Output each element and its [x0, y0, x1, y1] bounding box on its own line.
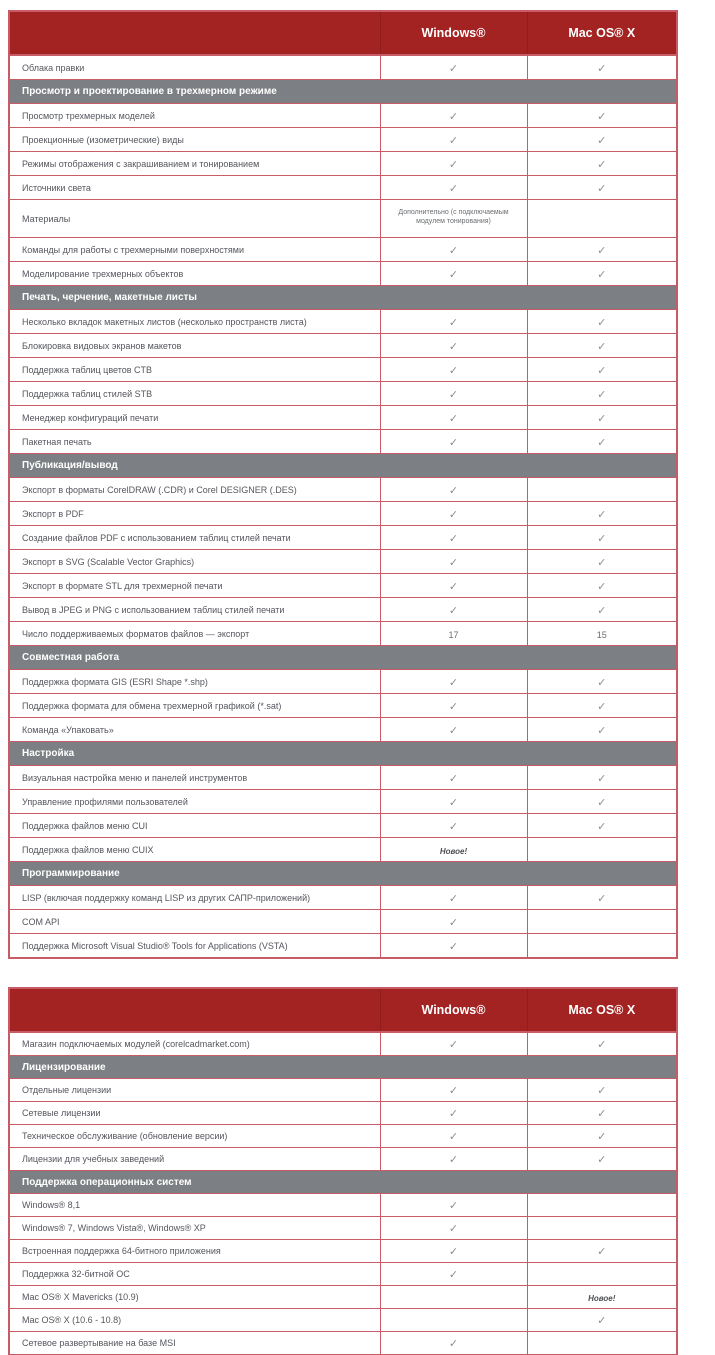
section-title: Публикация/вывод — [9, 454, 677, 478]
windows-value-cell — [380, 838, 527, 862]
column-header-windows: Windows® — [380, 988, 527, 1032]
macosx-value-cell — [527, 526, 677, 550]
feature-row — [9, 574, 677, 598]
windows-value-cell — [380, 718, 527, 742]
feature-label: Сетевое развертывание на базе MSI — [9, 1332, 380, 1355]
checkmark-icon: ✓ — [448, 580, 459, 593]
checkmark-icon: ✓ — [448, 772, 459, 785]
checkmark-icon: ✓ — [448, 916, 459, 929]
feature-row — [9, 622, 677, 646]
macosx-value-cell — [527, 574, 677, 598]
feature-row — [9, 1309, 677, 1332]
windows-value-cell — [380, 1194, 527, 1217]
windows-value-cell — [380, 1102, 527, 1125]
section-title: Просмотр и проектирование в трехмерном режиме — [9, 80, 677, 104]
feature-comparison-table-licensing — [8, 987, 678, 1355]
feature-row — [9, 262, 677, 286]
windows-value-cell — [380, 1079, 527, 1102]
table-header-row — [9, 11, 677, 55]
checkmark-icon: ✓ — [448, 436, 459, 449]
feature-label: Поддержка файлов меню CUI — [9, 814, 380, 838]
feature-row — [9, 1194, 677, 1217]
checkmark-icon: ✓ — [597, 1315, 607, 1327]
windows-value-cell — [380, 574, 527, 598]
windows-value-cell — [380, 262, 527, 286]
section-header-row — [9, 1056, 677, 1079]
checkmark-icon: ✓ — [597, 1154, 607, 1166]
feature-row — [9, 694, 677, 718]
checkmark-icon: ✓ — [597, 532, 607, 545]
checkmark-icon: ✓ — [448, 940, 459, 953]
macosx-value-cell — [527, 550, 677, 574]
windows-value-cell — [380, 886, 527, 910]
feature-row — [9, 718, 677, 742]
checkmark-icon: ✓ — [597, 676, 607, 689]
feature-row — [9, 886, 677, 910]
macosx-value-cell — [527, 790, 677, 814]
new-badge: Новое! — [588, 1294, 616, 1303]
table-header-row — [9, 988, 677, 1032]
checkmark-icon: ✓ — [597, 1131, 607, 1143]
checkmark-icon: ✓ — [448, 796, 459, 809]
feature-row — [9, 238, 677, 262]
feature-label: Несколько вкладок макетных листов (несколько пространств листа) — [9, 310, 380, 334]
checkmark-icon: ✓ — [597, 182, 607, 195]
checkmark-icon: ✓ — [448, 388, 459, 401]
feature-label: Лицензии для учебных заведений — [9, 1148, 380, 1171]
feature-label: Экспорт в форматы CorelDRAW (.CDR) и Corel DESIGNER (.DES) — [9, 478, 380, 502]
new-badge: Новое! — [439, 846, 468, 856]
checkmark-icon: ✓ — [448, 484, 459, 497]
feature-label: Пакетная печать — [9, 430, 380, 454]
windows-value-cell — [380, 1148, 527, 1171]
checkmark-icon: ✓ — [597, 1039, 607, 1051]
checkmark-icon: ✓ — [448, 62, 459, 75]
checkmark-icon: ✓ — [597, 772, 607, 785]
feature-label: Поддержка 32-битной ОС — [9, 1263, 380, 1286]
feature-label: Windows® 8,1 — [9, 1194, 380, 1217]
checkmark-icon: ✓ — [448, 412, 459, 425]
feature-row — [9, 1286, 677, 1309]
checkmark-icon: ✓ — [448, 1085, 459, 1097]
section-header-row — [9, 80, 677, 104]
macosx-value-cell — [527, 670, 677, 694]
windows-value-cell — [380, 104, 527, 128]
checkmark-icon: ✓ — [597, 268, 607, 281]
macosx-value-cell — [527, 838, 677, 862]
feature-label: Mac OS® X Mavericks (10.9) — [9, 1286, 380, 1309]
value-text: 15 — [596, 629, 607, 640]
feature-row — [9, 430, 677, 454]
section-title: Программирование — [9, 862, 677, 886]
windows-value-cell — [380, 910, 527, 934]
macosx-value-cell — [527, 334, 677, 358]
macosx-value-cell — [527, 1032, 677, 1056]
feature-row — [9, 910, 677, 934]
macosx-value-cell — [527, 104, 677, 128]
feature-label: Блокировка видовых экранов макетов — [9, 334, 380, 358]
feature-row — [9, 310, 677, 334]
feature-label: Источники света — [9, 176, 380, 200]
macosx-value-cell — [527, 766, 677, 790]
windows-value-cell — [380, 1125, 527, 1148]
checkmark-icon: ✓ — [597, 412, 607, 425]
feature-label: Экспорт в формате STL для трехмерной печати — [9, 574, 380, 598]
windows-value-cell — [380, 1217, 527, 1240]
checkmark-icon: ✓ — [448, 364, 459, 377]
feature-label: Управление профилями пользователей — [9, 790, 380, 814]
checkmark-icon: ✓ — [597, 508, 607, 521]
windows-value-cell — [380, 934, 527, 959]
section-title: Лицензирование — [9, 1056, 677, 1079]
feature-row — [9, 814, 677, 838]
feature-label: Mac OS® X (10.6 - 10.8) — [9, 1309, 380, 1332]
section-title: Настройка — [9, 742, 677, 766]
feature-label: Вывод в JPEG и PNG с использованием таблиц стилей печати — [9, 598, 380, 622]
feature-row — [9, 1332, 677, 1355]
windows-value-cell — [380, 766, 527, 790]
section-header-row — [9, 454, 677, 478]
feature-row — [9, 334, 677, 358]
checkmark-icon: ✓ — [448, 676, 459, 689]
checkmark-icon: ✓ — [597, 110, 607, 123]
feature-row — [9, 358, 677, 382]
windows-value-cell — [380, 1309, 527, 1332]
checkmark-icon: ✓ — [448, 1131, 459, 1143]
section-header-row — [9, 646, 677, 670]
windows-value-cell — [380, 152, 527, 176]
feature-label: Менеджер конфигураций печати — [9, 406, 380, 430]
windows-value-cell — [380, 526, 527, 550]
checkmark-icon: ✓ — [597, 62, 607, 75]
feature-label: Техническое обслуживание (обновление версии) — [9, 1125, 380, 1148]
feature-row — [9, 790, 677, 814]
macosx-value-cell — [527, 238, 677, 262]
feature-label: Экспорт в PDF — [9, 502, 380, 526]
windows-value-cell — [380, 790, 527, 814]
windows-value-cell — [380, 128, 527, 152]
macosx-value-cell — [527, 1332, 677, 1355]
macosx-value-cell — [527, 598, 677, 622]
macosx-value-cell — [527, 430, 677, 454]
macosx-value-cell — [527, 200, 677, 238]
windows-value-cell — [380, 310, 527, 334]
windows-value-cell — [380, 550, 527, 574]
windows-value-cell — [380, 430, 527, 454]
windows-value-cell — [380, 1032, 527, 1056]
feature-label: Windows® 7, Windows Vista®, Windows® XP — [9, 1217, 380, 1240]
macosx-value-cell — [527, 55, 677, 80]
checkmark-icon: ✓ — [448, 134, 459, 147]
macosx-value-cell — [527, 358, 677, 382]
feature-label: Просмотр трехмерных моделей — [9, 104, 380, 128]
checkmark-icon: ✓ — [448, 1108, 459, 1120]
feature-row — [9, 598, 677, 622]
column-header-macosx: Mac OS® X — [527, 988, 677, 1032]
feature-row — [9, 766, 677, 790]
checkmark-icon: ✓ — [448, 340, 459, 353]
macosx-value-cell — [527, 910, 677, 934]
feature-row — [9, 1263, 677, 1286]
feature-label: Поддержка формата для обмена трехмерной графикой (*.sat) — [9, 694, 380, 718]
feature-row — [9, 1125, 677, 1148]
feature-row — [9, 1102, 677, 1125]
feature-row — [9, 382, 677, 406]
feature-label: Поддержка формата GIS (ESRI Shape *.shp) — [9, 670, 380, 694]
checkmark-icon: ✓ — [597, 580, 607, 593]
checkmark-icon: ✓ — [448, 158, 459, 171]
macosx-value-cell — [527, 1194, 677, 1217]
feature-label: Экспорт в SVG (Scalable Vector Graphics) — [9, 550, 380, 574]
checkmark-icon: ✓ — [448, 556, 459, 569]
checkmark-icon: ✓ — [448, 1154, 459, 1166]
availability-note: Дополнительно (с подключаемым модулем тонирования) — [398, 209, 509, 225]
macosx-value-cell — [527, 718, 677, 742]
feature-row — [9, 1032, 677, 1056]
windows-value-cell — [380, 814, 527, 838]
feature-row — [9, 176, 677, 200]
feature-row — [9, 934, 677, 959]
checkmark-icon: ✓ — [448, 892, 459, 905]
checkmark-icon: ✓ — [448, 1246, 459, 1258]
macosx-value-cell — [527, 128, 677, 152]
macosx-value-cell — [527, 1286, 677, 1309]
feature-row — [9, 200, 677, 238]
feature-label: Поддержка таблиц стилей STB — [9, 382, 380, 406]
checkmark-icon: ✓ — [448, 1338, 459, 1350]
windows-value-cell — [380, 382, 527, 406]
feature-row — [9, 1240, 677, 1263]
feature-row — [9, 502, 677, 526]
section-title: Совместная работа — [9, 646, 677, 670]
feature-row — [9, 1079, 677, 1102]
macosx-value-cell — [527, 886, 677, 910]
feature-label: Визуальная настройка меню и панелей инструментов — [9, 766, 380, 790]
feature-comparison-table-main — [8, 10, 678, 959]
macosx-value-cell — [527, 1263, 677, 1286]
feature-label: Команда «Упаковать» — [9, 718, 380, 742]
feature-label: Поддержка Microsoft Visual Studio® Tools for Applications (VSTA) — [9, 934, 380, 959]
macosx-value-cell — [527, 152, 677, 176]
feature-row — [9, 526, 677, 550]
macosx-value-cell — [527, 1309, 677, 1332]
checkmark-icon: ✓ — [597, 388, 607, 401]
checkmark-icon: ✓ — [448, 724, 459, 737]
macosx-value-cell — [527, 1240, 677, 1263]
macosx-value-cell — [527, 694, 677, 718]
feature-row — [9, 104, 677, 128]
macosx-value-cell — [527, 622, 677, 646]
checkmark-icon: ✓ — [448, 1200, 459, 1212]
macosx-value-cell — [527, 1217, 677, 1240]
section-header-row — [9, 742, 677, 766]
feature-label: Создание файлов PDF с использованием таблиц стилей печати — [9, 526, 380, 550]
feature-row — [9, 838, 677, 862]
checkmark-icon: ✓ — [597, 724, 607, 737]
macosx-value-cell — [527, 1125, 677, 1148]
feature-label: Режимы отображения с закрашиванием и тонированием — [9, 152, 380, 176]
checkmark-icon: ✓ — [597, 364, 607, 377]
windows-value-cell — [380, 406, 527, 430]
checkmark-icon: ✓ — [448, 700, 459, 713]
checkmark-icon: ✓ — [597, 244, 607, 257]
feature-row — [9, 152, 677, 176]
macosx-value-cell — [527, 1079, 677, 1102]
checkmark-icon: ✓ — [597, 820, 607, 833]
macosx-value-cell — [527, 382, 677, 406]
feature-label: LISP (включая поддержку команд LISP из других САПР-приложений) — [9, 886, 380, 910]
windows-value-cell — [380, 55, 527, 80]
checkmark-icon: ✓ — [597, 796, 607, 809]
feature-label: Поддержка файлов меню CUIX — [9, 838, 380, 862]
checkmark-icon: ✓ — [448, 268, 459, 281]
feature-label: Встроенная поддержка 64-битного приложения — [9, 1240, 380, 1263]
checkmark-icon: ✓ — [448, 110, 459, 123]
windows-value-cell — [380, 694, 527, 718]
macosx-value-cell — [527, 814, 677, 838]
feature-column-header — [9, 988, 380, 1032]
windows-value-cell — [380, 502, 527, 526]
windows-value-cell — [380, 176, 527, 200]
macosx-value-cell — [527, 262, 677, 286]
macosx-value-cell — [527, 478, 677, 502]
checkmark-icon: ✓ — [597, 340, 607, 353]
feature-row — [9, 1148, 677, 1171]
checkmark-icon: ✓ — [448, 244, 459, 257]
feature-label: Проекционные (изометрические) виды — [9, 128, 380, 152]
windows-value-cell — [380, 622, 527, 646]
macosx-value-cell — [527, 934, 677, 959]
macosx-value-cell — [527, 1148, 677, 1171]
section-header-row — [9, 1171, 677, 1194]
checkmark-icon: ✓ — [448, 820, 459, 833]
feature-label: Поддержка таблиц цветов CTB — [9, 358, 380, 382]
windows-value-cell — [380, 200, 527, 238]
checkmark-icon: ✓ — [448, 1039, 459, 1051]
checkmark-icon: ✓ — [597, 436, 607, 449]
section-title: Печать, черчение, макетные листы — [9, 286, 677, 310]
windows-value-cell — [380, 598, 527, 622]
macosx-value-cell — [527, 1102, 677, 1125]
windows-value-cell — [380, 334, 527, 358]
checkmark-icon: ✓ — [597, 1108, 607, 1120]
macosx-value-cell — [527, 310, 677, 334]
feature-label: Моделирование трехмерных объектов — [9, 262, 380, 286]
section-header-row — [9, 862, 677, 886]
feature-label: Число поддерживаемых форматов файлов — экспорт — [9, 622, 380, 646]
feature-label: COM API — [9, 910, 380, 934]
feature-row — [9, 1217, 677, 1240]
windows-value-cell — [380, 478, 527, 502]
checkmark-icon: ✓ — [597, 556, 607, 569]
checkmark-icon: ✓ — [597, 1085, 607, 1097]
feature-label: Команды для работы с трехмерными поверхностями — [9, 238, 380, 262]
feature-label: Магазин подключаемых модулей (corelcadmarket.com) — [9, 1032, 380, 1056]
checkmark-icon: ✓ — [597, 700, 607, 713]
checkmark-icon: ✓ — [448, 316, 459, 329]
checkmark-icon: ✓ — [597, 604, 607, 617]
windows-value-cell — [380, 1240, 527, 1263]
feature-row — [9, 550, 677, 574]
windows-value-cell — [380, 1332, 527, 1355]
checkmark-icon: ✓ — [597, 892, 607, 905]
checkmark-icon: ✓ — [448, 604, 459, 617]
feature-row — [9, 55, 677, 80]
windows-value-cell — [380, 358, 527, 382]
checkmark-icon: ✓ — [597, 316, 607, 329]
windows-value-cell — [380, 1263, 527, 1286]
feature-row — [9, 478, 677, 502]
feature-row — [9, 670, 677, 694]
feature-label: Материалы — [9, 200, 380, 238]
checkmark-icon: ✓ — [448, 182, 459, 195]
windows-value-cell — [380, 670, 527, 694]
checkmark-icon: ✓ — [448, 1223, 459, 1235]
column-header-windows: Windows® — [380, 11, 527, 55]
checkmark-icon: ✓ — [448, 532, 459, 545]
feature-column-header — [9, 11, 380, 55]
macosx-value-cell — [527, 406, 677, 430]
section-title: Поддержка операционных систем — [9, 1171, 677, 1194]
windows-value-cell — [380, 238, 527, 262]
checkmark-icon: ✓ — [597, 158, 607, 171]
feature-row — [9, 128, 677, 152]
macosx-value-cell — [527, 502, 677, 526]
section-header-row — [9, 286, 677, 310]
feature-label: Отдельные лицензии — [9, 1079, 380, 1102]
windows-value-cell — [380, 1286, 527, 1309]
feature-label: Облака правки — [9, 55, 380, 80]
checkmark-icon: ✓ — [597, 134, 607, 147]
column-header-macosx: Mac OS® X — [527, 11, 677, 55]
feature-row — [9, 406, 677, 430]
macosx-value-cell — [527, 176, 677, 200]
checkmark-icon: ✓ — [448, 508, 459, 521]
feature-label: Сетевые лицензии — [9, 1102, 380, 1125]
checkmark-icon: ✓ — [597, 1246, 607, 1258]
value-text: 17 — [448, 629, 459, 640]
checkmark-icon: ✓ — [448, 1269, 459, 1281]
